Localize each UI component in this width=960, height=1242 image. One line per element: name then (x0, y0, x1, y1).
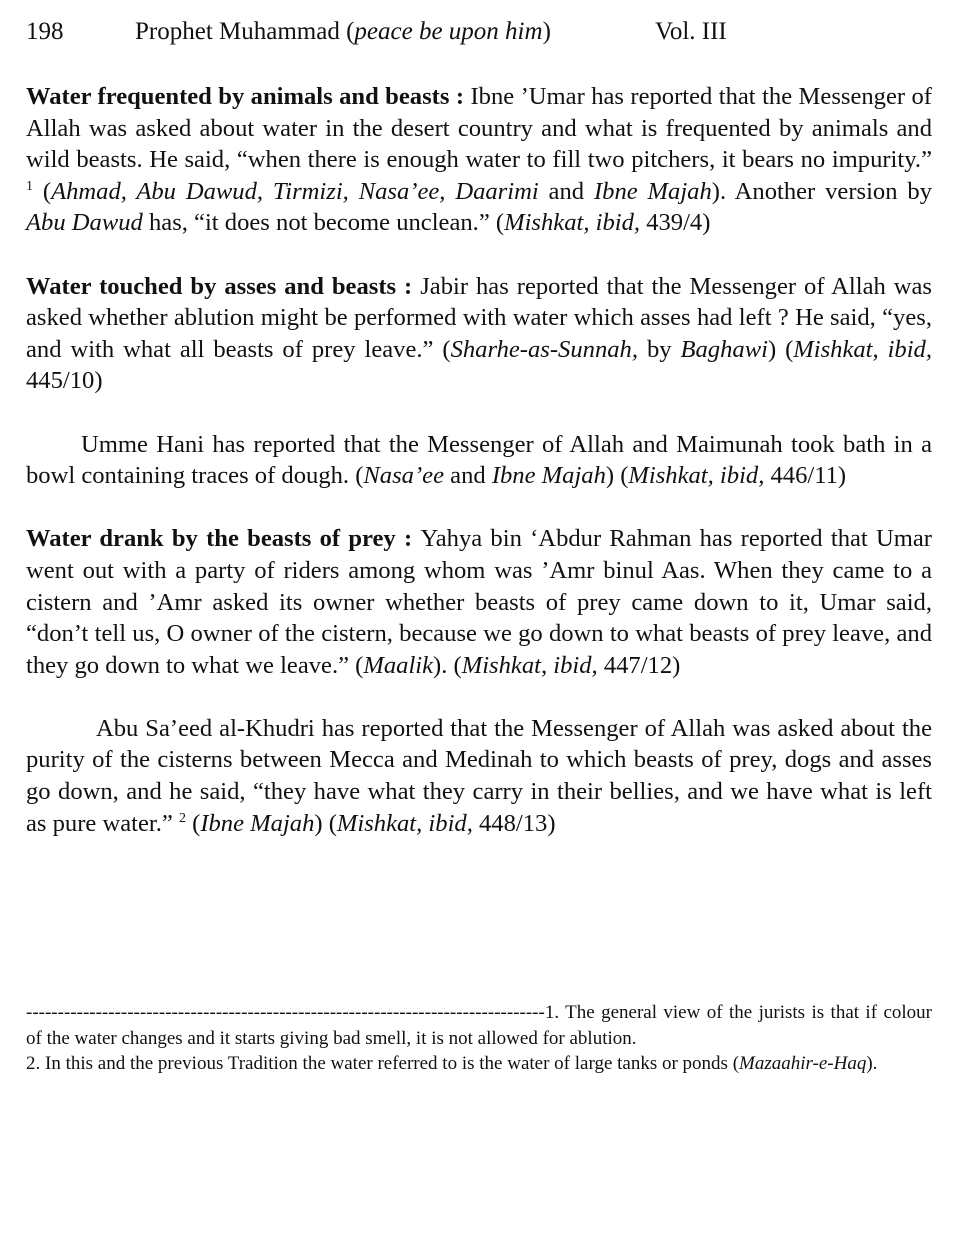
text-segment: ) ( (314, 809, 337, 837)
footnote-ref: 1 (26, 178, 33, 194)
text-segment: and (444, 462, 492, 490)
text-segment: ). (866, 1053, 878, 1074)
text-segment: ( (33, 177, 52, 205)
citation-text: Baghawi (680, 335, 768, 363)
citation-text: Ahmad, Abu Dawud, Tirmizi, Nasa’ee, Daarimi (51, 177, 539, 205)
text-segment: 445/10) (26, 367, 103, 395)
citation-text: Mishkat, ibid, (504, 209, 641, 237)
citation-text: Sharhe-as-Sunnah, (450, 335, 638, 363)
citation-text: Mishkat, ibid, (628, 462, 765, 490)
paragraph (26, 713, 932, 839)
text-segment: and (538, 177, 594, 205)
footnote (26, 1000, 932, 1051)
text-segment: 446/11) (764, 462, 847, 490)
paragraph (26, 271, 932, 397)
citation-text: Mishkat, ibid, (793, 335, 932, 363)
citation-text: Mishkat, ibid, (461, 651, 598, 679)
section-heading: Water frequented by animals and beasts : (26, 83, 471, 110)
citation-text: Ibne Majah (491, 462, 606, 490)
running-title-end: ) (542, 18, 551, 45)
running-title (135, 18, 551, 46)
text-segment: ) ( (605, 462, 629, 490)
citation-text: Maalik (363, 651, 434, 679)
text-segment: ). ( (433, 651, 462, 679)
text-segment: ----------------------------------------------------------------------------------1. The general view of the jurists is that if colour of the water changes and it starts giving bad smell, it is not allowed for ablution. (26, 1002, 932, 1049)
text-segment: ( (185, 809, 201, 837)
paragraph (26, 429, 932, 492)
text-segment: Jabir has reported that the Messenger of Allah was asked whether ablution might be performed with water which asses had left ? He said, “yes, and with what all beasts of prey leave.” ( (26, 272, 933, 363)
running-title-italic: peace be upon him (354, 18, 543, 45)
text-segment: 2. In this and the previous Tradition the water referred to is the water of large tanks or ponds ( (26, 1053, 740, 1074)
text-segment: Ibne ’Umar has reported that the Messenger of Allah was asked about water in the desert country and what is frequented by animals and wild beasts. He said, “when there is enough water to fill two pitchers, it bears no impurity.” (26, 83, 932, 174)
text-segment: 439/4) (640, 209, 711, 237)
footnote (26, 1051, 932, 1077)
volume-label: Vol. III (655, 18, 727, 45)
text-segment: by (638, 335, 681, 363)
text-segment: 448/13) (472, 809, 556, 837)
text-segment: ). Another version by (711, 177, 932, 205)
footnotes (26, 1000, 932, 1077)
footnote-ref: 2 (178, 810, 186, 826)
running-title-text: Prophet Muhammad ( (135, 18, 355, 45)
text-segment: Umme Hani has reported that the Messenger of Allah and Maimunah took bath in a bowl containing traces of dough. ( (26, 430, 932, 490)
paragraph (26, 523, 932, 681)
text-segment: Abu Sa’eed al-Khudri has reported that the Messenger of Allah was asked about the purity of the cisterns between Mecca and Medinah to which beasts of prey, dogs and asses go down, and he said, “they have what they carry in their bellies, and we have what is left as pure water.” (26, 714, 932, 837)
citation-text: Ibne Majah (593, 177, 712, 205)
citation-text: Nasa’ee (363, 462, 444, 490)
main-text (26, 81, 932, 871)
citation-text: Mazaahir-e-Haq (739, 1053, 867, 1074)
citation-text: Mishkat, ibid, (336, 809, 473, 837)
section-heading: Water drank by the beasts of prey : (26, 525, 421, 553)
section-heading: Water touched by asses and beasts : (26, 272, 421, 300)
paragraph (26, 81, 932, 239)
citation-text: Abu Dawud (26, 209, 143, 237)
citation-text: Ibne Majah (200, 809, 315, 837)
text-segment: has, “it does not become unclean.” ( (142, 209, 505, 237)
text-segment: 447/12) (597, 651, 681, 679)
text-segment: Yahya bin ‘Abdur Rahman has reported that Umar went out with a party of riders among whom was ’Amr binul Aas. When they came to a cistern and ’Amr asked its owner whether beasts of prey came down to it, Umar said, “don’t tell us, O owner of the cistern, because we go down to what beasts of prey leave, and they go down to what we leave.” ( (26, 525, 932, 679)
page-number: 198 (26, 18, 64, 45)
text-segment: ) ( (767, 335, 794, 363)
